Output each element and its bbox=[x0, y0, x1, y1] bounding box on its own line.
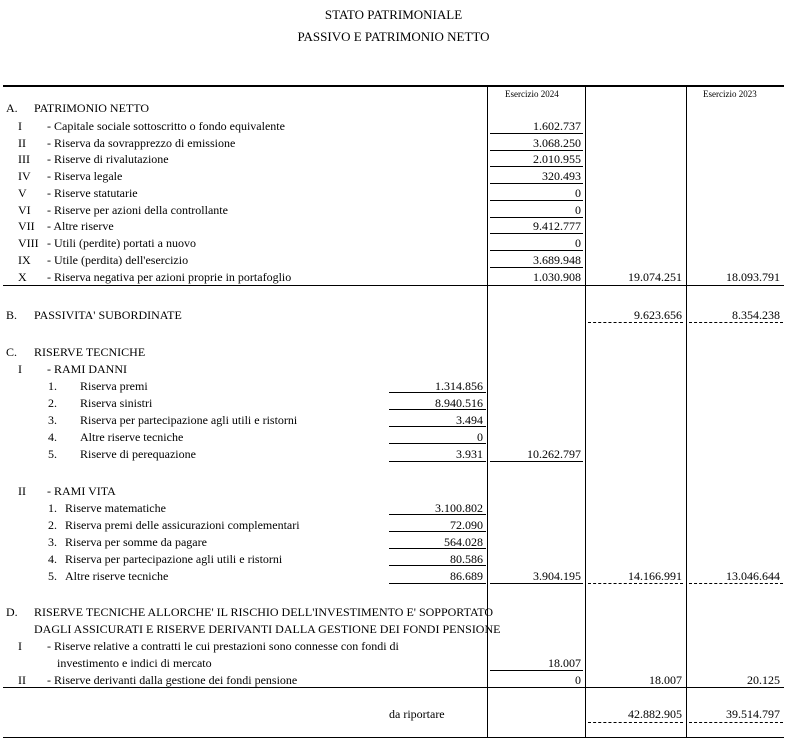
section-title-continued: DAGLI ASSICURATI E RISERVE DERIVANTI DALLA GESTIONE DEI FONDI PENSIONE bbox=[34, 622, 501, 636]
cell-underline bbox=[389, 583, 486, 584]
row-number: IX bbox=[18, 253, 31, 267]
table-bottom-border bbox=[3, 737, 784, 738]
row-label: Altre riserve tecniche bbox=[65, 569, 169, 583]
row-number: IV bbox=[18, 169, 31, 183]
row-value: 3.068.250 bbox=[533, 136, 581, 150]
total-underline bbox=[689, 322, 783, 323]
row-label: Altre riserve tecniche bbox=[80, 430, 184, 444]
row-value: 0 bbox=[575, 236, 581, 250]
subtotal-value: 10.262.797 bbox=[527, 447, 581, 461]
total-underline bbox=[588, 322, 683, 323]
subsection-title: - RAMI DANNI bbox=[47, 362, 127, 376]
cell-underline bbox=[490, 150, 583, 151]
row-value: 3.100.802 bbox=[435, 501, 483, 515]
section-total-2023: 13.046.644 bbox=[726, 569, 780, 583]
row-value: 320.493 bbox=[542, 169, 581, 183]
section-title: PATRIMONIO NETTO bbox=[34, 101, 150, 115]
row-label: Riserva premi delle assicurazioni complementari bbox=[65, 518, 300, 532]
row-label: - Riserva legale bbox=[47, 169, 123, 183]
row-value: 3.494 bbox=[456, 413, 483, 427]
cell-underline bbox=[389, 392, 486, 393]
cell-underline bbox=[490, 583, 583, 584]
row-label: Riserva per somme da pagare bbox=[65, 535, 207, 549]
cell-underline bbox=[490, 217, 583, 218]
row-label: - Capitale sociale sottoscritto o fondo equivalente bbox=[47, 119, 285, 133]
row-number: 2. bbox=[48, 396, 57, 410]
row-label: - Riserva negativa per azioni proprie in portafoglio bbox=[47, 270, 292, 284]
row-label: - Riserve derivanti dalla gestione dei fondi pensione bbox=[47, 673, 298, 687]
cell-underline bbox=[490, 133, 583, 134]
column-divider bbox=[585, 86, 586, 737]
section-total-2024: 19.074.251 bbox=[628, 270, 682, 284]
row-number: 1. bbox=[48, 501, 57, 515]
cell-underline bbox=[389, 531, 486, 532]
section-title: PASSIVITA' SUBORDINATE bbox=[34, 308, 182, 322]
subsection-number: II bbox=[18, 484, 26, 498]
section-title: RISERVE TECNICHE bbox=[34, 345, 146, 359]
row-label: Riserva per partecipazione agli utili e ristorni bbox=[65, 552, 283, 566]
cell-underline bbox=[490, 267, 583, 268]
row-label-continued: investimento e indici di mercato bbox=[57, 656, 212, 670]
row-number: I bbox=[18, 639, 22, 653]
cell-underline bbox=[389, 461, 486, 462]
section-total-2024: 14.166.991 bbox=[628, 569, 682, 583]
row-value: 0 bbox=[575, 673, 581, 687]
total-underline bbox=[588, 583, 683, 584]
row-value: 1.602.737 bbox=[533, 119, 581, 133]
row-value: 18.007 bbox=[548, 656, 581, 670]
row-label: Riserva sinistri bbox=[80, 396, 153, 410]
row-value: 2.010.955 bbox=[533, 152, 581, 166]
row-value: 80.586 bbox=[450, 552, 483, 566]
cell-underline bbox=[389, 548, 486, 549]
carry-total-2023: 39.514.797 bbox=[726, 707, 780, 721]
cell-underline bbox=[389, 409, 486, 410]
row-label: Riserve matematiche bbox=[65, 501, 166, 515]
table-top-border bbox=[3, 85, 784, 87]
section-letter: D. bbox=[6, 605, 18, 619]
row-label: Riserve di perequazione bbox=[80, 447, 196, 461]
row-label: Riserva per partecipazione agli utili e ristorni bbox=[80, 413, 298, 427]
section-total-2024: 18.007 bbox=[649, 673, 682, 687]
cell-underline bbox=[389, 443, 486, 444]
cell-underline bbox=[490, 670, 583, 671]
row-number: 5. bbox=[48, 569, 57, 583]
row-value: 86.689 bbox=[450, 569, 483, 583]
cell-underline bbox=[490, 250, 583, 251]
column-header-2024: Esercizio 2024 bbox=[505, 89, 559, 99]
subsection-number: I bbox=[18, 362, 22, 376]
subtotal-value: 3.904.195 bbox=[533, 569, 581, 583]
subsection-title: - RAMI VITA bbox=[47, 484, 116, 498]
cell-underline bbox=[490, 200, 583, 201]
row-number: 3. bbox=[48, 535, 57, 549]
section-total-2023: 8.354.238 bbox=[732, 308, 780, 322]
cell-underline bbox=[490, 183, 583, 184]
cell-underline bbox=[490, 166, 583, 167]
row-number: II bbox=[18, 673, 26, 687]
row-number: 3. bbox=[48, 413, 57, 427]
cell-underline bbox=[490, 233, 583, 234]
row-number: X bbox=[18, 270, 27, 284]
row-value: 3.931 bbox=[456, 447, 483, 461]
row-label: - Riserve relative a contratti le cui prestazioni sono connesse con fondi di bbox=[47, 639, 399, 653]
row-value: 0 bbox=[575, 186, 581, 200]
row-number: 4. bbox=[48, 552, 57, 566]
row-value: 8.940.516 bbox=[435, 396, 483, 410]
row-number: 5. bbox=[48, 447, 57, 461]
row-number: V bbox=[18, 186, 27, 200]
total-underline bbox=[689, 722, 783, 723]
row-label: - Riserve statutarie bbox=[47, 186, 138, 200]
row-number: VIII bbox=[18, 236, 39, 250]
section-separator bbox=[3, 285, 784, 286]
row-number: 4. bbox=[48, 430, 57, 444]
row-label: - Riserve per azioni della controllante bbox=[47, 203, 228, 217]
row-value: 564.028 bbox=[444, 535, 483, 549]
row-label: - Altre riserve bbox=[47, 219, 114, 233]
section-title: RISERVE TECNICHE ALLORCHE' IL RISCHIO DELL'INVESTIMENTO E' SOPPORTATO bbox=[34, 605, 494, 619]
section-total-2023: 18.093.791 bbox=[726, 270, 780, 284]
row-number: 1. bbox=[48, 379, 57, 393]
section-letter: B. bbox=[6, 308, 18, 322]
cell-underline bbox=[389, 565, 486, 566]
carry-total-2024: 42.882.905 bbox=[628, 707, 682, 721]
row-number: II bbox=[18, 136, 26, 150]
cell-underline bbox=[490, 461, 583, 462]
row-value: 0 bbox=[477, 430, 483, 444]
row-label: - Utile (perdita) dell'esercizio bbox=[47, 253, 189, 267]
row-number: I bbox=[18, 119, 22, 133]
page-title: STATO PATRIMONIALE bbox=[324, 7, 463, 22]
section-letter: C. bbox=[6, 345, 18, 359]
carry-forward-label: da riportare bbox=[389, 707, 445, 721]
row-label: - Riserva da sovrapprezzo di emissione bbox=[47, 136, 236, 150]
row-label: Riserva premi bbox=[80, 379, 148, 393]
row-label: - Riserve di rivalutazione bbox=[47, 152, 169, 166]
column-header-2023: Esercizio 2023 bbox=[703, 89, 757, 99]
row-number: VII bbox=[18, 219, 35, 233]
section-separator bbox=[3, 687, 784, 688]
column-divider bbox=[686, 86, 687, 737]
row-value: 72.090 bbox=[450, 518, 483, 532]
row-number: 2. bbox=[48, 518, 57, 532]
page-subtitle: PASSIVO E PATRIMONIO NETTO bbox=[297, 29, 490, 44]
section-total-2023: 20.125 bbox=[747, 673, 780, 687]
column-divider bbox=[487, 86, 488, 737]
section-letter: A. bbox=[6, 101, 18, 115]
row-value: 1.030.908 bbox=[533, 270, 581, 284]
row-number: III bbox=[18, 152, 30, 166]
section-total-2024: 9.623.656 bbox=[634, 308, 682, 322]
row-value: 0 bbox=[575, 203, 581, 217]
row-value: 9.412.777 bbox=[533, 219, 581, 233]
cell-underline bbox=[389, 426, 486, 427]
total-underline bbox=[588, 722, 683, 723]
row-label: - Utili (perdite) portati a nuovo bbox=[47, 236, 196, 250]
total-underline bbox=[689, 583, 783, 584]
cell-underline bbox=[389, 514, 486, 515]
row-value: 3.689.948 bbox=[533, 253, 581, 267]
row-number: VI bbox=[18, 203, 31, 217]
row-value: 1.314.856 bbox=[435, 379, 483, 393]
